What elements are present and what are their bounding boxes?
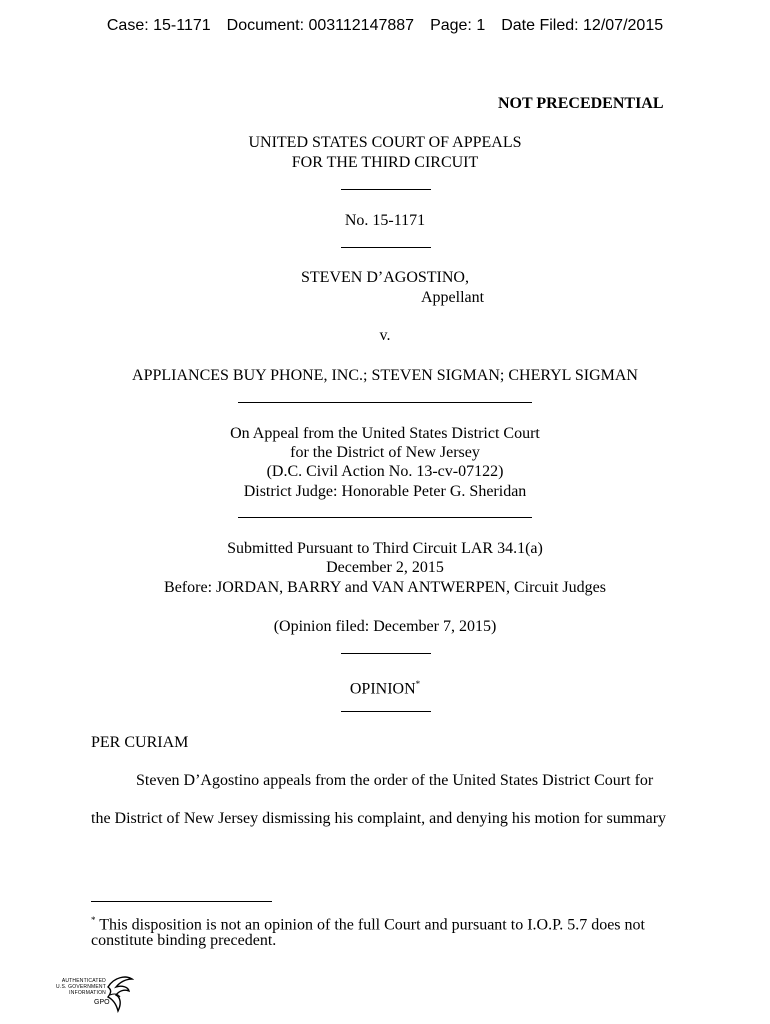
body-line-2: the District of New Jersey dismissing his complaint, and denying his motion for summary bbox=[91, 810, 667, 827]
seal-line-3: INFORMATION bbox=[69, 990, 106, 996]
gpo-authentication-seal bbox=[44, 973, 134, 1019]
footnote-line-2: constitute binding precedent. bbox=[91, 932, 277, 949]
appeal-line-2: for the District of New Jersey bbox=[290, 444, 480, 461]
opinion-heading-text: OPINION bbox=[349, 680, 416, 698]
court-name-line-1: UNITED STATES COURT OF APPEALS bbox=[248, 134, 522, 151]
per-curiam: PER CURIAM bbox=[91, 734, 189, 751]
court-name-line-2: FOR THE THIRD CIRCUIT bbox=[291, 154, 479, 171]
seal-text bbox=[44, 978, 106, 996]
opinion-footnote-marker: * bbox=[415, 679, 421, 689]
footnote-text-1: This disposition is not an opinion of the full Court and pursuant to I.O.P. 5.7 does not bbox=[95, 916, 645, 934]
date-filed: Date Filed: 12/07/2015 bbox=[501, 17, 664, 34]
submission-line-1: Submitted Pursuant to Third Circuit LAR 34.1(a) bbox=[227, 540, 543, 557]
case-number: Case: 15-1171 bbox=[106, 17, 211, 34]
panel-judges: Before: JORDAN, BARRY and VAN ANTWERPEN, Circuit Judges bbox=[164, 579, 606, 596]
seal-line-2: U.S. GOVERNMENT bbox=[56, 984, 106, 990]
footnote-separator bbox=[91, 901, 272, 902]
eagle-icon bbox=[102, 973, 134, 1017]
document-number: Document: 003112147887 bbox=[226, 17, 415, 34]
appellant-role: Appellant bbox=[421, 289, 485, 306]
seal-line-1: AUTHENTICATED bbox=[61, 978, 106, 984]
divider bbox=[341, 653, 431, 654]
footnote-marker: * bbox=[91, 915, 96, 925]
appellant-name: STEVEN D’AGOSTINO, bbox=[301, 269, 469, 286]
opinion-filed-date: (Opinion filed: December 7, 2015) bbox=[273, 618, 497, 635]
divider bbox=[341, 247, 431, 248]
appeal-line-3: (D.C. Civil Action No. 13-cv-07122) bbox=[266, 463, 504, 480]
submission-date: December 2, 2015 bbox=[326, 559, 444, 576]
divider bbox=[238, 402, 532, 403]
seal-gpo: GPO bbox=[94, 999, 110, 1006]
docket-number: No. 15-1171 bbox=[344, 212, 426, 229]
appeal-line-1: On Appeal from the United States District Court bbox=[230, 425, 540, 442]
appellees: APPLIANCES BUY PHONE, INC.; STEVEN SIGMAN; CHERYL SIGMAN bbox=[132, 367, 638, 384]
body-line-1: Steven D’Agostino appeals from the order of the United States District Court for bbox=[136, 772, 654, 789]
page-number: Page: 1 bbox=[430, 17, 486, 34]
opinion-heading bbox=[0, 675, 770, 698]
versus: v. bbox=[379, 327, 391, 344]
district-judge: District Judge: Honorable Peter G. Sheridan bbox=[243, 483, 527, 500]
filing-header bbox=[0, 17, 770, 35]
precedential-status: NOT PRECEDENTIAL bbox=[498, 95, 664, 112]
divider bbox=[341, 711, 431, 712]
divider bbox=[238, 517, 532, 518]
divider bbox=[341, 189, 431, 190]
